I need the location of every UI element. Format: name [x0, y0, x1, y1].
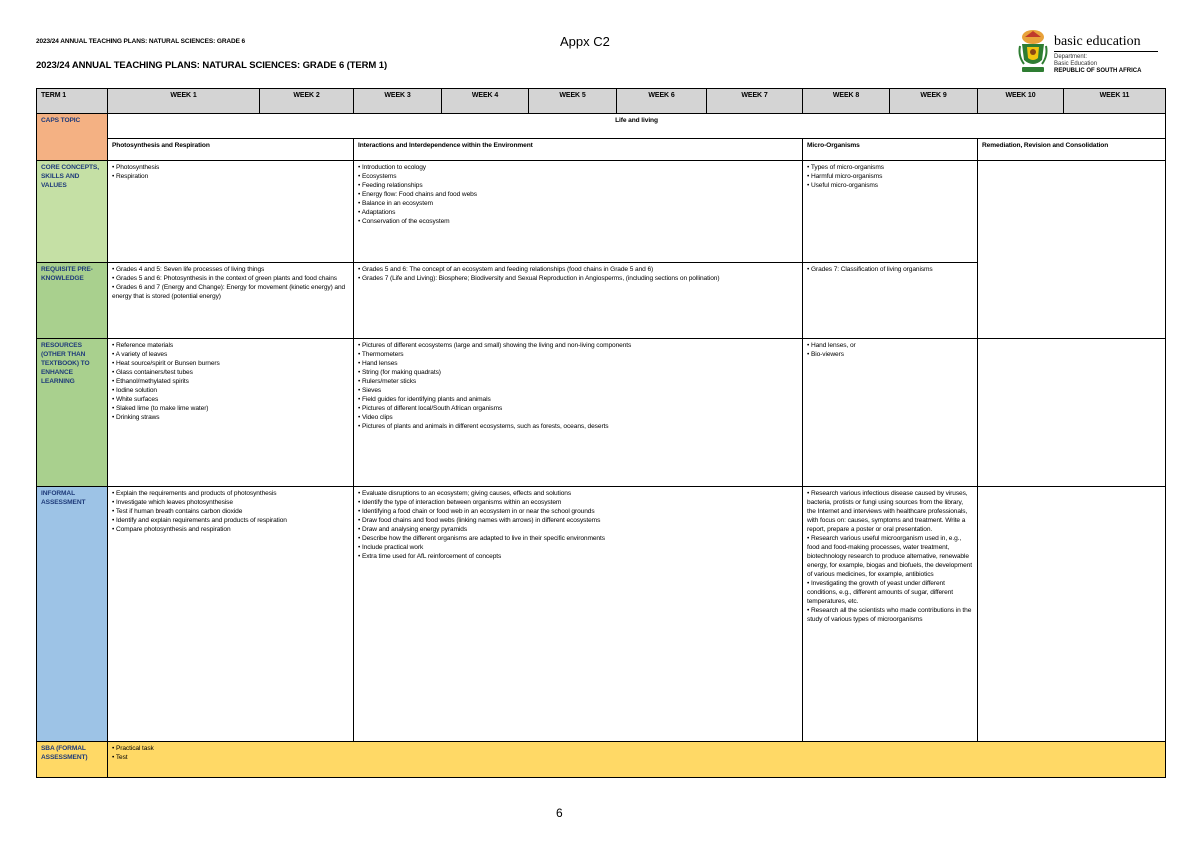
- list-item: • Research all the scientists who made contributions in the study of various types of microorganisms: [807, 607, 972, 623]
- list-item: • Ethanol/methylated spirits: [112, 378, 189, 385]
- subtopic: Micro-Organisms: [803, 139, 978, 161]
- resources-row: [37, 339, 1166, 487]
- list-item: • Include practical work: [358, 544, 424, 551]
- week-header: WEEK 4: [442, 89, 529, 114]
- caps-topic: Life and living: [108, 114, 1166, 139]
- list-item: • Balance in an ecosystem: [358, 200, 433, 207]
- informal-assessment-row: [37, 487, 1166, 742]
- list-item: • White surfaces: [112, 396, 159, 403]
- list-item: • Pictures of plants and animals in different ecosystems, such as forests, oceans, deserts: [358, 423, 609, 430]
- list-item: • Energy flow: Food chains and food webs: [358, 191, 477, 198]
- resources-cell: [108, 339, 354, 487]
- logo-wordmark: basic education: [1054, 34, 1158, 52]
- pre-knowledge-cell: [354, 263, 803, 339]
- list-item: • Explain the requirements and products of photosynthesis: [112, 490, 277, 497]
- list-item: • Sieves: [358, 387, 382, 394]
- list-item: • Useful micro-organisms: [807, 182, 878, 189]
- logo-line-3: REPUBLIC OF SOUTH AFRICA: [1054, 68, 1142, 74]
- list-item: • Grades 7 (Life and Living): Biosphere; Biodiversity and Sexual Reproduction in Angiosperms, (including sections on pollination): [358, 275, 720, 282]
- resources-cell: [803, 339, 978, 487]
- remediation-cell: [978, 487, 1166, 742]
- list-item: • Introduction to ecology: [358, 164, 426, 171]
- weeks-header-row: [37, 89, 1166, 114]
- coat-of-arms-icon: [1016, 28, 1050, 76]
- logo-line-1: Department:: [1054, 54, 1088, 60]
- list-item: • Grades 5 and 6: Photosynthesis in the context of green plants and food chains: [112, 275, 337, 282]
- informal-assessment-cell: [354, 487, 803, 742]
- sba-row: [37, 742, 1166, 778]
- list-item: • Practical task: [112, 745, 154, 752]
- page-number: 6: [556, 806, 563, 820]
- list-item: • Types of micro-organisms: [807, 164, 884, 171]
- core-cell: [108, 161, 354, 263]
- list-item: • Pictures of different ecosystems (large and small) showing the living and non-living components: [358, 342, 632, 349]
- term-label: TERM 1: [37, 89, 108, 114]
- list-item: • Video clips: [358, 414, 393, 421]
- week-header: WEEK 5: [529, 89, 617, 114]
- informal-assessment-cell: [108, 487, 354, 742]
- list-item: • Test: [112, 754, 128, 761]
- list-item: • Extra time used for AfL reinforcement of concepts: [358, 553, 502, 560]
- appendix-label: Appx C2: [560, 34, 610, 49]
- resources-cell: [354, 339, 803, 487]
- list-item: • Drinking straws: [112, 414, 160, 421]
- sba-cell: [108, 742, 1166, 778]
- list-item: • Investigate which leaves photosynthesise: [112, 499, 233, 506]
- core-concepts-row: [37, 161, 1166, 263]
- week-header: WEEK 11: [1064, 89, 1166, 114]
- department-logo: [1016, 28, 1166, 80]
- sba-label: SBA (FORMAL ASSESSMENT): [37, 742, 108, 778]
- list-item: • A variety of leaves: [112, 351, 168, 358]
- list-item: • Pictures of different local/South African organisms: [358, 405, 503, 412]
- list-item: • Rulers/meter sticks: [358, 378, 417, 385]
- list-item: • Ecosystems: [358, 173, 397, 180]
- header-small-title: 2023/24 ANNUAL TEACHING PLANS: NATURAL SCIENCES: GRADE 6: [36, 38, 246, 45]
- list-item: • Adaptations: [358, 209, 396, 216]
- list-item: • Draw and analysing energy pyramids: [358, 526, 468, 533]
- logo-line-2: Basic Education: [1054, 61, 1098, 67]
- week-header: WEEK 10: [978, 89, 1064, 114]
- week-header: WEEK 9: [890, 89, 978, 114]
- week-header: WEEK 7: [707, 89, 803, 114]
- list-item: • Grades 5 and 6: The concept of an ecosystem and feeding relationships (food chains in Grade 5 and 6): [358, 266, 654, 273]
- list-item: • Conservation of the ecosystem: [358, 218, 450, 225]
- pre-knowledge-label: REQUISITE PRE-KNOWLEDGE: [37, 263, 108, 339]
- list-item: • Respiration: [112, 173, 149, 180]
- list-item: • Draw food chains and food webs (linking names with arrows) in different ecosystems: [358, 517, 601, 524]
- list-item: • Describe how the different organisms are adapted to live in their specific environments: [358, 535, 605, 542]
- list-item: • Research various useful microorganism used in, e.g., food and food-making processes, water treatment, biotechnology research to produce alternative, renewable energy, for example, biogas and biofuels, the development of various medicines, for example, antibiotics: [807, 535, 972, 578]
- remediation-cell: [978, 161, 1166, 339]
- list-item: • Identify and explain requirements and products of respiration: [112, 517, 287, 524]
- caps-topic-row: [37, 114, 1166, 139]
- list-item: • Grades 6 and 7 (Energy and Change): Energy for movement (kinetic energy) and energy that is stored (potential energy): [112, 284, 346, 300]
- subtopic: Remediation, Revision and Consolidation: [978, 139, 1166, 161]
- week-header: WEEK 3: [354, 89, 442, 114]
- teaching-plan-table: [36, 88, 1166, 778]
- informal-assessment-label: INFORMAL ASSESSMENT: [37, 487, 108, 742]
- subtopic: Photosynthesis and Respiration: [108, 139, 354, 161]
- list-item: • Feeding relationships: [358, 182, 423, 189]
- list-item: • Grades 4 and 5: Seven life processes of living things: [112, 266, 265, 273]
- list-item: • Heat source/spirit or Bunsen burners: [112, 360, 220, 367]
- list-item: • Glass containers/test tubes: [112, 369, 193, 376]
- list-item: • Photosynthesis: [112, 164, 160, 171]
- list-item: • Field guides for identifying plants and animals: [358, 396, 491, 403]
- list-item: • String (for making quadrats): [358, 369, 441, 376]
- list-item: • Thermometers: [358, 351, 404, 358]
- list-item: • Harmful micro-organisms: [807, 173, 883, 180]
- list-item: • Grades 7: Classification of living organisms: [807, 266, 933, 273]
- pre-knowledge-cell: [803, 263, 978, 339]
- core-cell: [803, 161, 978, 263]
- list-item: • Investigating the growth of yeast under different conditions, e.g., different amounts of sugar, different temperatures, etc.: [807, 580, 954, 605]
- core-concepts-label: CORE CONCEPTS, SKILLS AND VALUES: [37, 161, 108, 263]
- list-item: • Identify the type of interaction between organisms within an ecosystem: [358, 499, 562, 506]
- page-title: 2023/24 ANNUAL TEACHING PLANS: NATURAL SCIENCES: GRADE 6 (TERM 1): [36, 60, 388, 71]
- list-item: • Test if human breath contains carbon dioxide: [112, 508, 243, 515]
- list-item: • Slaked lime (to make lime water): [112, 405, 209, 412]
- subtopic: Interactions and Interdependence within the Environment: [354, 139, 803, 161]
- remediation-cell: [978, 339, 1166, 487]
- caps-topic-label: CAPS TOPIC: [37, 114, 108, 161]
- pre-knowledge-cell: [108, 263, 354, 339]
- week-header: WEEK 8: [803, 89, 890, 114]
- list-item: • Identifying a food chain or food web in an ecosystem in or near the school grounds: [358, 508, 595, 515]
- list-item: • Iodine solution: [112, 387, 157, 394]
- list-item: • Reference materials: [112, 342, 174, 349]
- list-item: • Hand lenses: [358, 360, 398, 367]
- week-header: WEEK 2: [260, 89, 354, 114]
- list-item: • Bio-viewers: [807, 351, 844, 358]
- informal-assessment-cell: [803, 487, 978, 742]
- subtopic-row: [37, 139, 1166, 161]
- core-cell: [354, 161, 803, 263]
- week-header: WEEK 1: [108, 89, 260, 114]
- list-item: • Hand lenses, or: [807, 342, 856, 349]
- list-item: • Research various infectious disease caused by viruses, bacteria, protists or fungi using sources from the library, the Internet and interviews with healthcare professionals, with focus on: causes, symptoms and treatment. Write a report, prepare a poster or oral presentation.: [807, 490, 968, 533]
- resources-label: RESOURCES (OTHER THAN TEXTBOOK) TO ENHANCE LEARNING: [37, 339, 108, 487]
- list-item: • Evaluate disruptions to an ecosystem; giving causes, effects and solutions: [358, 490, 572, 497]
- list-item: • Compare photosynthesis and respiration: [112, 526, 231, 533]
- week-header: WEEK 6: [617, 89, 707, 114]
